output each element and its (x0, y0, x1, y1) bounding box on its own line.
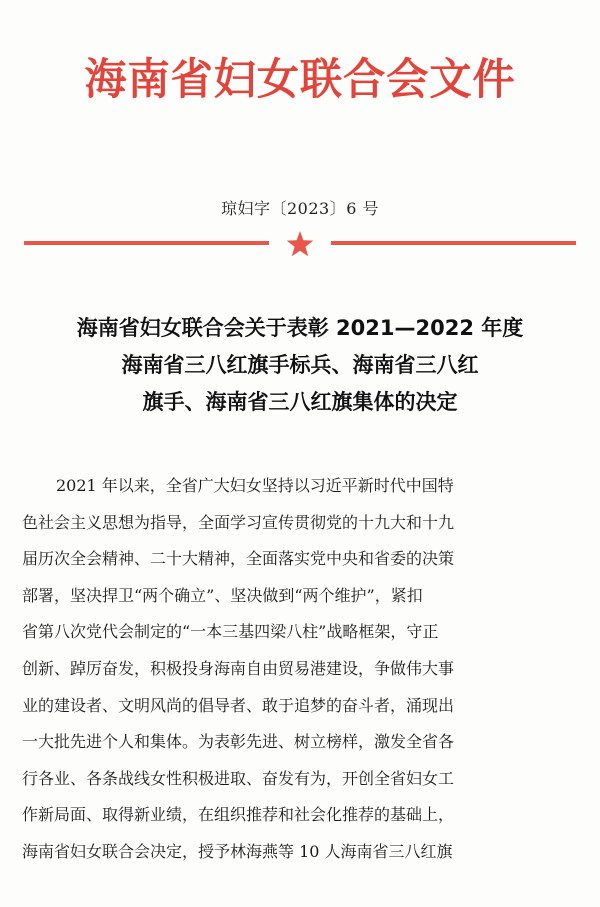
body-line: 一大批先进个人和集体。为表彰先进、树立榜样，激发全省各 (22, 732, 455, 752)
body-line: 业的建设者、文明风尚的倡导者、敢于追梦的奋斗者，涌现出 (22, 695, 455, 715)
document-body (22, 468, 578, 871)
body-line: 作新局面、取得新业绩，在组织推荐和社会化推荐的基础上， (22, 805, 455, 825)
document-number: 琼妇字〔2023〕6 号 (221, 199, 379, 218)
divider-left-bar (24, 241, 269, 245)
body-line: 行各业、各条战线女性积极进取、奋发有为，开创全省妇女工 (22, 768, 455, 788)
body-line: 部署，坚决捍卫“两个确立”、坚决做到“两个维护”，紧扣 (22, 585, 423, 605)
document-header-title: 海南省妇女联合会文件 (84, 55, 516, 105)
divider-right-bar (331, 241, 576, 245)
body-line: 色社会主义思想为指导，全面学习宣传贯彻党的十九大和十九 (22, 512, 455, 532)
red-divider (24, 233, 576, 253)
document-title (0, 310, 600, 421)
title-line: 旗手、海南省三八红旗集体的决定 (142, 390, 458, 414)
red-star-icon (286, 230, 314, 258)
title-line: 海南省三八红旗手标兵、海南省三八红 (121, 353, 479, 377)
title-line: 海南省妇女联合会关于表彰 2021—2022 年度 (76, 316, 524, 340)
body-line: 海南省妇女联合会决定，授予林海燕等 10 人海南省三八红旗 (22, 841, 453, 861)
body-line: 省第八次党代会制定的“一本三基四梁八柱”战略框架，守正 (22, 622, 439, 642)
body-line: 届历次全会精神、二十大精神，全面落实党中央和省委的决策 (22, 549, 455, 569)
body-line: 创新、踔厉奋发，积极投身海南自由贸易港建设，争做伟大事 (22, 658, 455, 678)
body-line: 2021 年以来，全省广大妇女坚持以习近平新时代中国特 (56, 476, 454, 495)
